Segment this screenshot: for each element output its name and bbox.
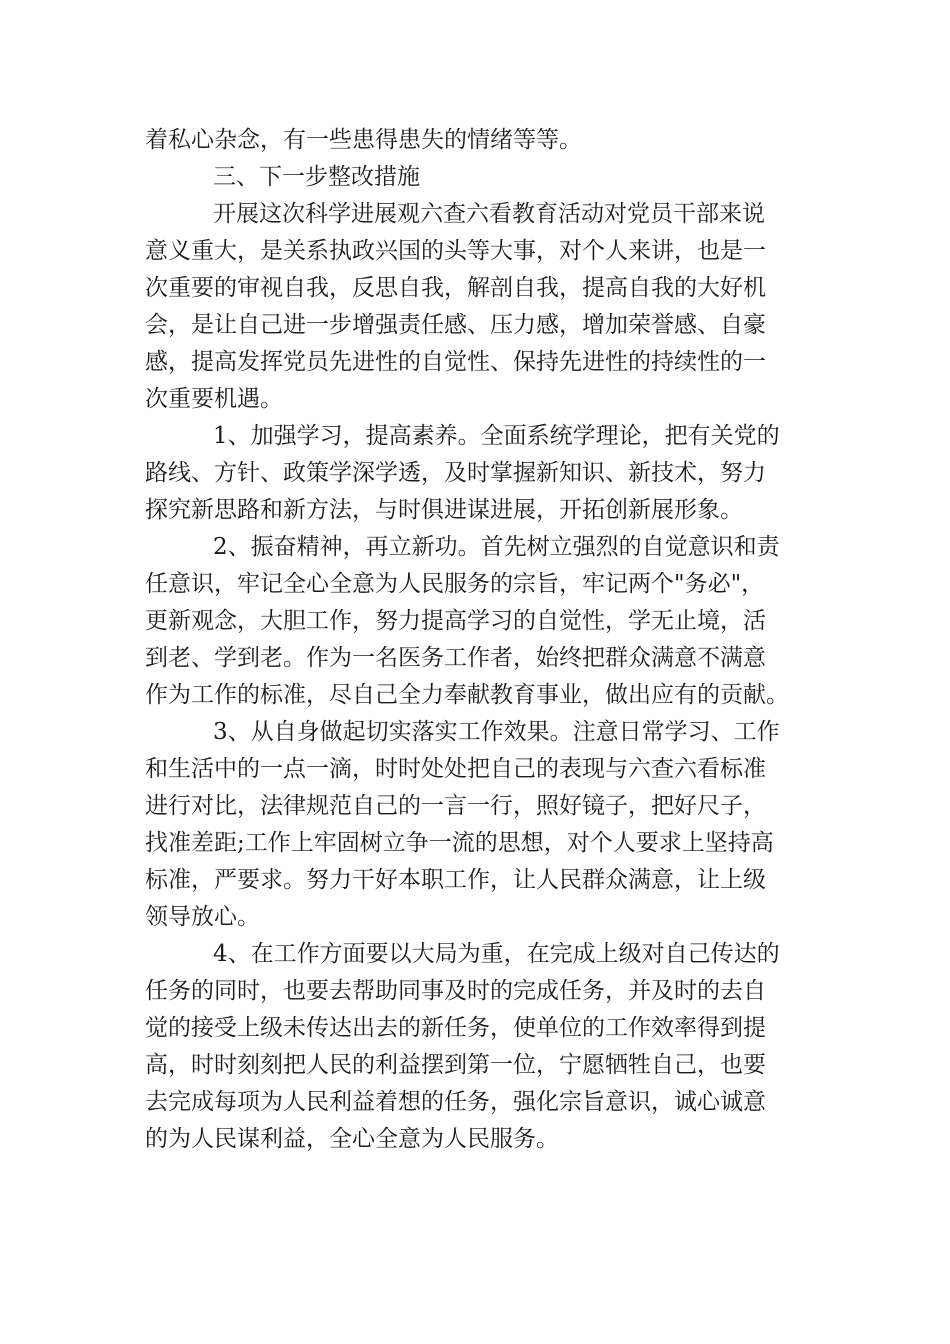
text-line: 探究新思路和新方法，与时俱进谋进展，开拓创新展形象。 xyxy=(145,497,743,523)
text-line: 1、加强学习，提高素养。全面系统学理论，把有关党的 xyxy=(213,423,780,449)
text-line: 标准，严要求。努力干好本职工作，让人民群众满意，让上级 xyxy=(145,867,766,893)
text-line: 觉的接受上级未传达出去的新任务，使单位的工作效率得到提 xyxy=(145,1015,766,1041)
body-text xyxy=(145,122,810,1158)
text-line: 到老、学到老。作为一名医务工作者，始终把群众满意不满意 xyxy=(145,645,766,671)
text-line: 4、在工作方面要以大局为重，在完成上级对自己传达的 xyxy=(213,941,780,967)
text-line: 次重要机遇。 xyxy=(145,386,283,412)
text-line: 会，是让自己进一步增强责任感、压力感，增加荣誉感、自豪 xyxy=(145,312,766,338)
text-line: 意义重大，是关系执政兴国的头等大事，对个人来讲，也是一 xyxy=(145,238,766,264)
text-line: 路线、方针、政策学深学透，及时掌握新知识、新技术，努力 xyxy=(145,460,766,486)
text-line: 更新观念，大胆工作，努力提高学习的自觉性，学无止境，活 xyxy=(145,608,766,634)
text-line: 3、从自身做起切实落实工作效果。注意日常学习、工作 xyxy=(213,719,780,745)
text-line: 进行对比，法律规范自己的一言一行，照好镜子，把好尺子， xyxy=(145,793,766,819)
text-line: 找准差距;工作上牢固树立争一流的思想，对个人要求上坚持高 xyxy=(145,830,774,856)
text-line: 着私心杂念，有一些患得患失的情绪等等。 xyxy=(145,127,582,153)
text-line: 次重要的审视自我，反思自我，解剖自我，提高自我的大好机 xyxy=(145,275,766,301)
text-line: 2、振奋精神，再立新功。首先树立强烈的自觉意识和责 xyxy=(213,534,780,560)
text-line: 开展这次科学进展观六查六看教育活动对党员干部来说 xyxy=(213,201,765,227)
text-line: 任务的同时，也要去帮助同事及时的完成任务，并及时的去自 xyxy=(145,978,766,1004)
text-line: 任意识，牢记全心全意为人民服务的宗旨，牢记两个"务必"， xyxy=(145,571,765,597)
text-line: 领导放心。 xyxy=(145,904,260,930)
text-line: 的为人民谋利益，全心全意为人民服务。 xyxy=(145,1126,559,1152)
section-heading: 三、下一步整改措施 xyxy=(213,164,420,190)
text-line: 感，提高发挥党员先进性的自觉性、保持先进性的持续性的一 xyxy=(145,349,766,375)
text-line: 高，时时刻刻把人民的利益摆到第一位，宁愿牺牲自己，也要 xyxy=(145,1052,766,1078)
text-line: 和生活中的一点一滴，时时处处把自己的表现与六查六看标准 xyxy=(145,756,766,782)
text-line: 作为工作的标准，尽自己全力奉献教育事业，做出应有的贡献。 xyxy=(145,682,789,708)
text-line: 去完成每项为人民利益着想的任务，强化宗旨意识，诚心诚意 xyxy=(145,1089,766,1115)
